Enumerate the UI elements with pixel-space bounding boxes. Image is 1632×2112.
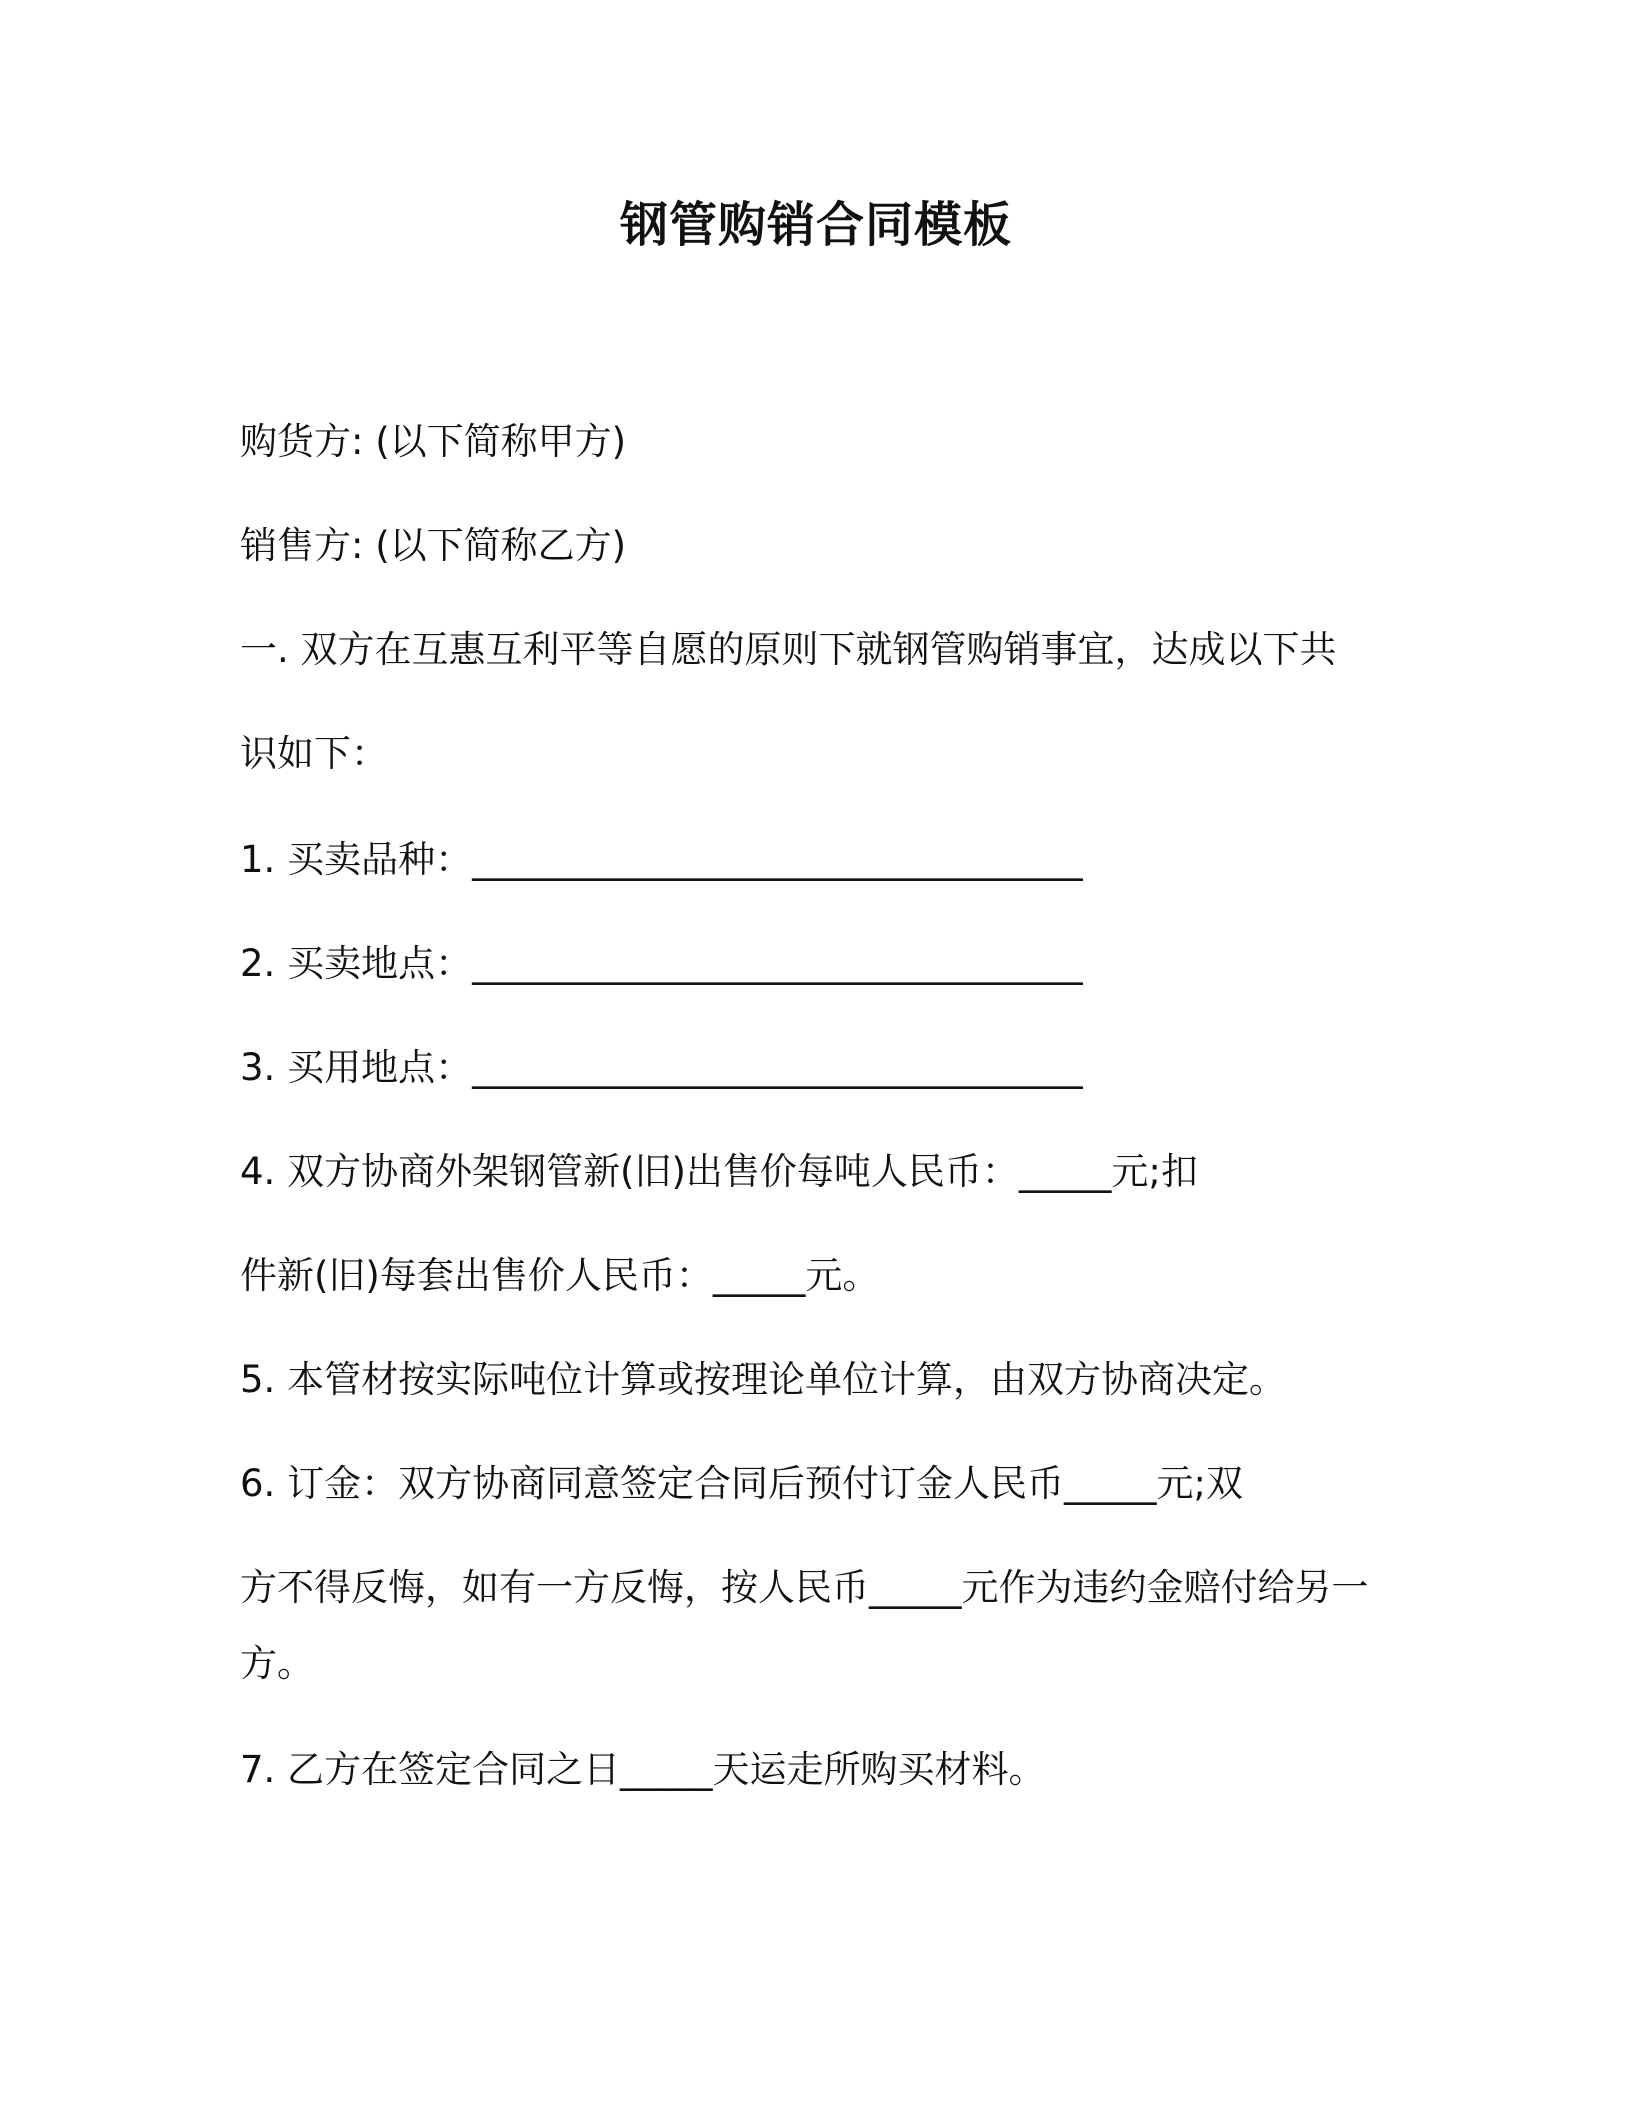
item-3-use-location: 3. 买用地点：_________________________________ [240, 1046, 1083, 1089]
item-6-deposit-line-1: 6. 订金：双方协商同意签定合同后预付订金人民币_____元;双 [240, 1462, 1244, 1505]
item-4-price-line-2: 件新(旧)每套出售价人民币：_____元。 [240, 1254, 880, 1297]
clause-1-intro-line-2: 识如下： [240, 732, 388, 775]
item-6-deposit-line-2: 方不得反悔，如有一方反悔，按人民币_____元作为违约金赔付给另一 [240, 1566, 1369, 1609]
item-1-product-variety: 1. 买卖品种：_________________________________ [240, 838, 1083, 881]
document-title: 钢管购销合同模板 [619, 197, 1012, 253]
item-6-deposit-line-3: 方。 [240, 1642, 314, 1685]
seller-line: 销售方: (以下简称乙方) [240, 524, 627, 567]
item-5-calculation: 5. 本管材按实际吨位计算或按理论单位计算，由双方协商决定。 [240, 1358, 1287, 1401]
item-7-pickup: 7. 乙方在签定合同之日_____天运走所购买材料。 [240, 1748, 1046, 1791]
buyer-line: 购货方: (以下简称甲方) [240, 420, 627, 463]
item-4-price-line-1: 4. 双方协商外架钢管新(旧)出售价每吨人民币：_____元;扣 [240, 1150, 1198, 1193]
clause-1-intro-line-1: 一. 双方在互惠互利平等自愿的原则下就钢管购销事宜，达成以下共 [240, 628, 1337, 671]
item-2-trade-location: 2. 买卖地点：_________________________________ [240, 942, 1083, 985]
